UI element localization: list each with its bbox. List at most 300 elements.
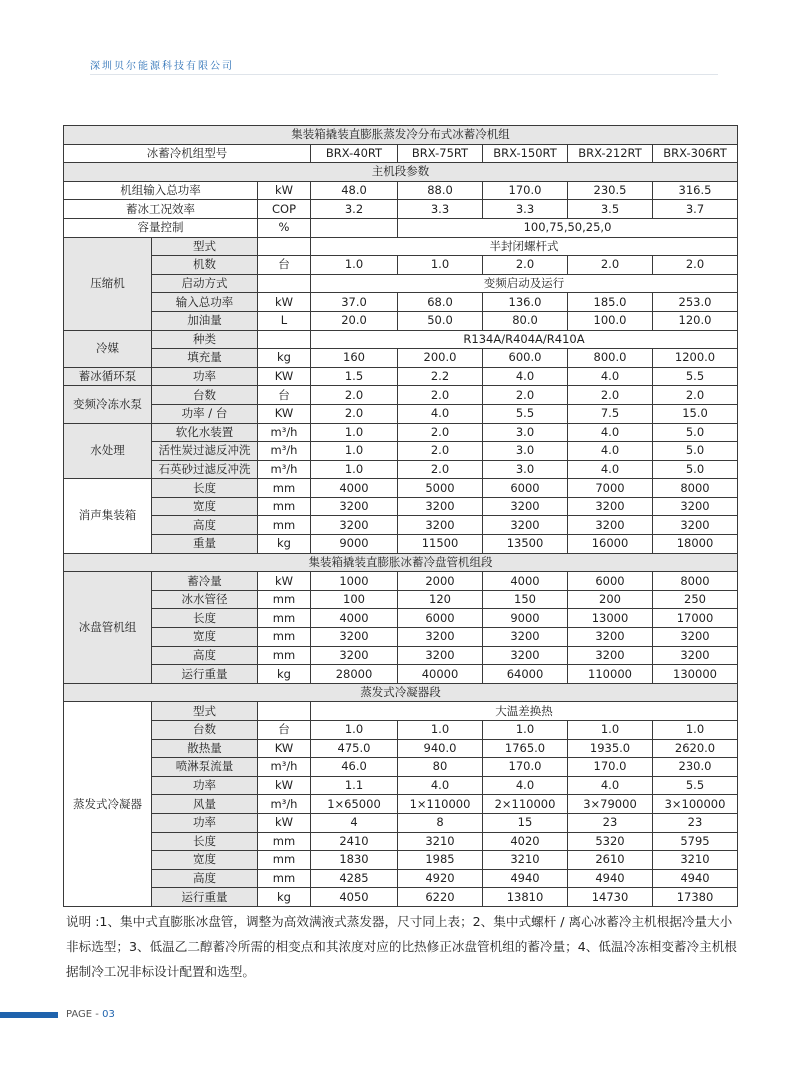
row-label: 输入总功率 (152, 293, 258, 312)
row-label: 长度 (152, 609, 258, 628)
value-cell: 3200 (483, 646, 568, 665)
table-row (64, 572, 738, 591)
unit-cell: kW (258, 293, 311, 312)
value-cell: 9000 (311, 535, 398, 554)
row-label: 功率 (152, 776, 258, 795)
value-cell: 18000 (653, 535, 738, 554)
value-cell: 3210 (483, 851, 568, 870)
value-cell: 4920 (398, 869, 483, 888)
header-divider (90, 74, 718, 75)
merged-value: 变频启动及运行 (311, 274, 738, 293)
table-row (64, 274, 738, 293)
row-label: 长度 (152, 832, 258, 851)
value-cell: 4.0 (483, 367, 568, 386)
table-row (64, 535, 738, 554)
value-cell: 1.0 (311, 423, 398, 442)
table-row (64, 293, 738, 312)
value-cell: 17380 (653, 888, 738, 907)
value-cell: 5000 (398, 479, 483, 498)
value-cell: 3200 (311, 516, 398, 535)
row-label: 高度 (152, 869, 258, 888)
value-cell: 1.0 (398, 721, 483, 740)
value-cell: 3.0 (483, 442, 568, 461)
value-cell: 2.2 (398, 367, 483, 386)
group-label: 水处理 (64, 423, 152, 479)
value-cell (311, 218, 398, 237)
value-cell: 1.0 (311, 256, 398, 275)
footer-accent-bar (0, 1012, 58, 1018)
row-label: 宽度 (152, 851, 258, 870)
value-cell: 80 (398, 758, 483, 777)
value-cell: 3200 (398, 497, 483, 516)
value-cell: 1935.0 (568, 739, 653, 758)
value-cell: 600.0 (483, 349, 568, 368)
value-cell: 2410 (311, 832, 398, 851)
table-row (64, 813, 738, 832)
value-cell: 2.0 (311, 404, 398, 423)
value-cell: 5320 (568, 832, 653, 851)
row-label: 型式 (152, 702, 258, 721)
table-row (64, 200, 738, 219)
table-row (64, 758, 738, 777)
value-cell: 3200 (568, 646, 653, 665)
unit-cell: mm (258, 479, 311, 498)
value-cell: 3200 (653, 497, 738, 516)
value-cell: 2.0 (483, 386, 568, 405)
value-cell: 3200 (398, 628, 483, 647)
value-cell: 4000 (483, 572, 568, 591)
model-header: BRX-150RT (483, 144, 568, 163)
unit-cell: kg (258, 349, 311, 368)
value-cell: 5.5 (653, 776, 738, 795)
value-cell: 9000 (483, 609, 568, 628)
table-row (64, 423, 738, 442)
value-cell: 4.0 (568, 423, 653, 442)
table-row (64, 497, 738, 516)
value-cell: 5.5 (653, 367, 738, 386)
row-label: 宽度 (152, 497, 258, 516)
value-cell: 1765.0 (483, 739, 568, 758)
value-cell: 37.0 (311, 293, 398, 312)
value-cell: 2610 (568, 851, 653, 870)
unit-cell: m³/h (258, 795, 311, 814)
model-header: BRX-306RT (653, 144, 738, 163)
unit-cell: mm (258, 628, 311, 647)
unit-cell: 台 (258, 721, 311, 740)
value-cell: 2.0 (398, 460, 483, 479)
model-header: BRX-212RT (568, 144, 653, 163)
unit-cell: m³/h (258, 758, 311, 777)
table-row (64, 869, 738, 888)
value-cell: 120 (398, 590, 483, 609)
unit-cell: m³/h (258, 460, 311, 479)
value-cell: 316.5 (653, 181, 738, 200)
value-cell: 100.0 (568, 311, 653, 330)
value-cell: 4000 (311, 609, 398, 628)
table-row (64, 386, 738, 405)
value-cell: 3.5 (568, 200, 653, 219)
value-cell: 2×110000 (483, 795, 568, 814)
value-cell: 1000 (311, 572, 398, 591)
value-cell: 3200 (398, 646, 483, 665)
unit-cell: 台 (258, 256, 311, 275)
value-cell: 5.5 (483, 404, 568, 423)
table-row (64, 609, 738, 628)
value-cell: 80.0 (483, 311, 568, 330)
page-label: PAGE - (66, 1009, 103, 1020)
value-cell: 6000 (568, 572, 653, 591)
value-cell: 3200 (568, 628, 653, 647)
merged-value: 100,75,50,25,0 (398, 218, 738, 237)
value-cell: 1.0 (568, 721, 653, 740)
row-label: 风量 (152, 795, 258, 814)
value-cell: 5.0 (653, 442, 738, 461)
table-row (64, 144, 738, 163)
value-cell: 88.0 (398, 181, 483, 200)
row-label: 蓄冰工况效率 (64, 200, 258, 219)
model-header: BRX-40RT (311, 144, 398, 163)
row-label: 运行重量 (152, 665, 258, 684)
value-cell: 3.2 (311, 200, 398, 219)
value-cell: 4.0 (398, 404, 483, 423)
table-row (64, 349, 738, 368)
value-cell: 2.0 (398, 442, 483, 461)
table-row (64, 404, 738, 423)
value-cell: 4285 (311, 869, 398, 888)
unit-cell: L (258, 311, 311, 330)
unit-cell: mm (258, 832, 311, 851)
table-row (64, 795, 738, 814)
value-cell: 100 (311, 590, 398, 609)
value-cell: 64000 (483, 665, 568, 684)
unit-cell (258, 237, 311, 256)
value-cell: 3×100000 (653, 795, 738, 814)
value-cell: 170.0 (483, 181, 568, 200)
row-label: 台数 (152, 721, 258, 740)
value-cell: 3200 (653, 646, 738, 665)
row-label: 功率 (152, 813, 258, 832)
value-cell: 23 (653, 813, 738, 832)
value-cell: 253.0 (653, 293, 738, 312)
table-row (64, 479, 738, 498)
value-cell: 4.0 (568, 367, 653, 386)
unit-cell: mm (258, 590, 311, 609)
value-cell: 800.0 (568, 349, 653, 368)
value-cell: 170.0 (568, 758, 653, 777)
spec-table-body (64, 126, 738, 907)
value-cell: 1×110000 (398, 795, 483, 814)
value-cell: 1.0 (311, 721, 398, 740)
value-cell: 120.0 (653, 311, 738, 330)
row-label: 功率 / 台 (152, 404, 258, 423)
table-row (64, 311, 738, 330)
value-cell: 13500 (483, 535, 568, 554)
value-cell: 3200 (483, 497, 568, 516)
table-title: 集装箱撬装直膨胀蒸发冷分布式冰蓄冷机组 (64, 126, 738, 145)
value-cell: 50.0 (398, 311, 483, 330)
row-label: 高度 (152, 646, 258, 665)
value-cell: 23 (568, 813, 653, 832)
value-cell: 11500 (398, 535, 483, 554)
unit-cell: COP (258, 200, 311, 219)
value-cell: 940.0 (398, 739, 483, 758)
value-cell: 3200 (311, 497, 398, 516)
value-cell: 15 (483, 813, 568, 832)
value-cell: 4 (311, 813, 398, 832)
value-cell: 1830 (311, 851, 398, 870)
row-label: 喷淋泵流量 (152, 758, 258, 777)
row-label: 蓄冷量 (152, 572, 258, 591)
value-cell: 230.5 (568, 181, 653, 200)
value-cell: 250 (653, 590, 738, 609)
unit-cell: m³/h (258, 442, 311, 461)
value-cell: 3210 (653, 851, 738, 870)
value-cell: 4.0 (568, 442, 653, 461)
value-cell: 15.0 (653, 404, 738, 423)
group-label: 冷媒 (64, 330, 152, 367)
value-cell: 2.0 (568, 386, 653, 405)
unit-cell: kW (258, 181, 311, 200)
value-cell: 46.0 (311, 758, 398, 777)
value-cell: 3210 (398, 832, 483, 851)
value-cell: 4940 (483, 869, 568, 888)
value-cell: 130000 (653, 665, 738, 684)
value-cell: 28000 (311, 665, 398, 684)
value-cell: 3200 (568, 516, 653, 535)
value-cell: 3200 (483, 628, 568, 647)
unit-cell (258, 330, 311, 349)
value-cell: 3200 (311, 628, 398, 647)
value-cell: 170.0 (483, 758, 568, 777)
merged-value: R134A/R404A/R410A (311, 330, 738, 349)
value-cell: 150 (483, 590, 568, 609)
unit-cell: m³/h (258, 423, 311, 442)
value-cell: 4940 (653, 869, 738, 888)
value-cell: 14730 (568, 888, 653, 907)
model-label: 冰蓄冷机组型号 (64, 144, 311, 163)
value-cell: 3.3 (398, 200, 483, 219)
value-cell: 13000 (568, 609, 653, 628)
value-cell: 40000 (398, 665, 483, 684)
value-cell: 160 (311, 349, 398, 368)
table-row (64, 460, 738, 479)
table-row (64, 665, 738, 684)
value-cell: 1.0 (311, 442, 398, 461)
table-row (64, 163, 738, 182)
table-row (64, 442, 738, 461)
unit-cell: mm (258, 516, 311, 535)
value-cell: 3200 (568, 497, 653, 516)
value-cell: 200.0 (398, 349, 483, 368)
value-cell: 475.0 (311, 739, 398, 758)
value-cell: 13810 (483, 888, 568, 907)
unit-cell: mm (258, 609, 311, 628)
value-cell: 1.5 (311, 367, 398, 386)
value-cell: 5.0 (653, 423, 738, 442)
unit-cell: KW (258, 367, 311, 386)
value-cell: 3.7 (653, 200, 738, 219)
value-cell: 6000 (398, 609, 483, 628)
value-cell: 8 (398, 813, 483, 832)
table-row (64, 646, 738, 665)
value-cell: 48.0 (311, 181, 398, 200)
row-label: 重量 (152, 535, 258, 554)
value-cell: 4.0 (483, 776, 568, 795)
value-cell: 3.0 (483, 460, 568, 479)
value-cell: 1.0 (653, 721, 738, 740)
unit-cell: mm (258, 869, 311, 888)
section-title: 集装箱撬装直膨胀冰蓄冷盘管机组段 (64, 553, 738, 572)
table-row (64, 367, 738, 386)
section-title: 蒸发式冷凝器段 (64, 683, 738, 702)
value-cell: 2.0 (398, 386, 483, 405)
row-label: 机组输入总功率 (64, 181, 258, 200)
group-label: 变频冷冻水泵 (64, 386, 152, 423)
row-label: 功率 (152, 367, 258, 386)
table-row (64, 776, 738, 795)
value-cell: 3.3 (483, 200, 568, 219)
company-name: 深圳贝尔能源科技有限公司 (90, 61, 234, 72)
value-cell: 3200 (653, 516, 738, 535)
value-cell: 16000 (568, 535, 653, 554)
row-label: 高度 (152, 516, 258, 535)
unit-cell: mm (258, 646, 311, 665)
row-label: 台数 (152, 386, 258, 405)
table-row (64, 702, 738, 721)
value-cell: 2.0 (653, 386, 738, 405)
value-cell: 4.0 (568, 776, 653, 795)
group-label: 蒸发式冷凝器 (64, 702, 152, 907)
unit-cell: KW (258, 404, 311, 423)
value-cell: 3.0 (483, 423, 568, 442)
unit-cell (258, 702, 311, 721)
value-cell: 3200 (483, 516, 568, 535)
group-label: 蓄冰循环泵 (64, 367, 152, 386)
unit-cell: kg (258, 665, 311, 684)
value-cell: 3200 (653, 628, 738, 647)
row-label: 宽度 (152, 628, 258, 647)
spec-table (63, 125, 738, 907)
value-cell: 2.0 (653, 256, 738, 275)
row-label: 石英砂过滤反冲洗 (152, 460, 258, 479)
table-row (64, 832, 738, 851)
table-row (64, 256, 738, 275)
table-row (64, 237, 738, 256)
row-label: 填充量 (152, 349, 258, 368)
value-cell: 1200.0 (653, 349, 738, 368)
table-row (64, 181, 738, 200)
table-row (64, 553, 738, 572)
value-cell: 1.0 (398, 256, 483, 275)
table-row (64, 590, 738, 609)
value-cell: 230.0 (653, 758, 738, 777)
value-cell: 8000 (653, 479, 738, 498)
value-cell: 7000 (568, 479, 653, 498)
value-cell: 17000 (653, 609, 738, 628)
value-cell: 5.0 (653, 460, 738, 479)
section-title: 主机段参数 (64, 163, 738, 182)
row-label: 长度 (152, 479, 258, 498)
value-cell: 1985 (398, 851, 483, 870)
unit-cell (258, 274, 311, 293)
model-header: BRX-75RT (398, 144, 483, 163)
value-cell: 2.0 (398, 423, 483, 442)
row-label: 活性炭过滤反冲洗 (152, 442, 258, 461)
unit-cell: KW (258, 739, 311, 758)
table-row (64, 851, 738, 870)
value-cell: 1.1 (311, 776, 398, 795)
row-label: 型式 (152, 237, 258, 256)
row-label: 软化水装置 (152, 423, 258, 442)
value-cell: 2.0 (568, 256, 653, 275)
value-cell: 2620.0 (653, 739, 738, 758)
value-cell: 2.0 (311, 386, 398, 405)
group-label: 消声集装箱 (64, 479, 152, 553)
value-cell: 3×79000 (568, 795, 653, 814)
value-cell: 68.0 (398, 293, 483, 312)
value-cell: 6000 (483, 479, 568, 498)
value-cell: 1.0 (483, 721, 568, 740)
unit-cell: mm (258, 497, 311, 516)
value-cell: 185.0 (568, 293, 653, 312)
table-row (64, 628, 738, 647)
value-cell: 1.0 (311, 460, 398, 479)
unit-cell: kW (258, 572, 311, 591)
group-label: 冰盘管机组 (64, 572, 152, 684)
row-label: 运行重量 (152, 888, 258, 907)
table-row (64, 218, 738, 237)
value-cell: 6220 (398, 888, 483, 907)
row-label: 种类 (152, 330, 258, 349)
value-cell: 4020 (483, 832, 568, 851)
value-cell: 1×65000 (311, 795, 398, 814)
value-cell: 7.5 (568, 404, 653, 423)
value-cell: 4000 (311, 479, 398, 498)
explanation-note: 说明 :1、集中式直膨胀冰盘管，调整为高效满液式蒸发器，尺寸同上表；2、集中式螺杆 / 离心冰蓄冷主机根据冷量大小非标选型；3、低温乙二醇蓄冷所需的相变点和其浓度对应的比热修正冰盘管机组的蓄冷量；4、低温冷冻相变蓄冷主机根据制冷工况非标设计配置和选型。 (66, 914, 737, 979)
page-footer (66, 1009, 115, 1020)
unit-cell: kW (258, 813, 311, 832)
page-number: 03 (102, 1009, 115, 1020)
table-row (64, 721, 738, 740)
row-label: 启动方式 (152, 274, 258, 293)
table-row (64, 516, 738, 535)
value-cell: 8000 (653, 572, 738, 591)
unit-cell: kg (258, 535, 311, 554)
unit-cell: kg (258, 888, 311, 907)
value-cell: 136.0 (483, 293, 568, 312)
table-row (64, 683, 738, 702)
row-label: 加油量 (152, 311, 258, 330)
value-cell: 4940 (568, 869, 653, 888)
merged-value: 半封闭螺杆式 (311, 237, 738, 256)
value-cell: 3200 (311, 646, 398, 665)
value-cell: 5795 (653, 832, 738, 851)
row-label: 冰水管径 (152, 590, 258, 609)
value-cell: 2000 (398, 572, 483, 591)
merged-value: 大温差换热 (311, 702, 738, 721)
value-cell: 20.0 (311, 311, 398, 330)
unit-cell: mm (258, 851, 311, 870)
value-cell: 4.0 (398, 776, 483, 795)
row-label: 容量控制 (64, 218, 258, 237)
value-cell: 3200 (398, 516, 483, 535)
unit-cell: 台 (258, 386, 311, 405)
value-cell: 110000 (568, 665, 653, 684)
row-label: 散热量 (152, 739, 258, 758)
table-row (64, 126, 738, 145)
unit-cell: % (258, 218, 311, 237)
table-row (64, 739, 738, 758)
